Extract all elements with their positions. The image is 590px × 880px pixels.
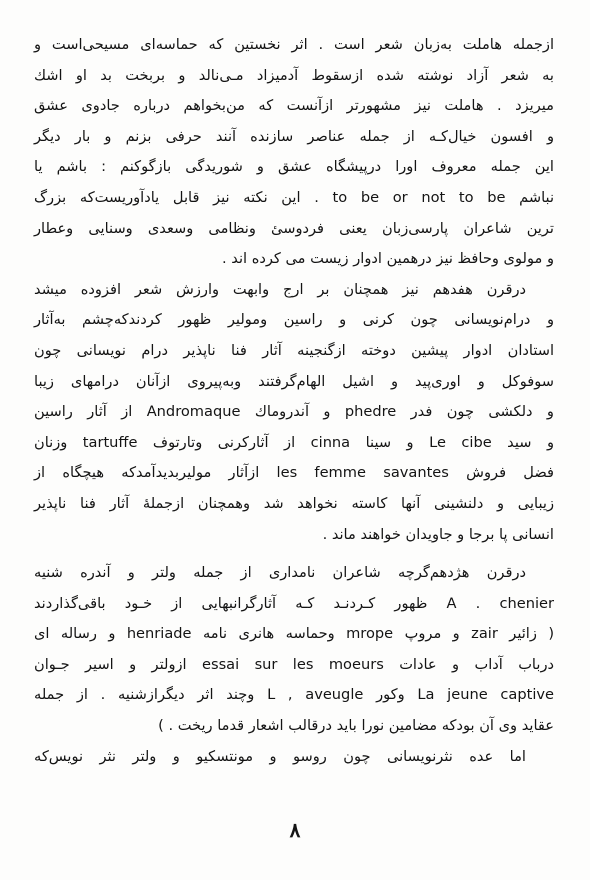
text-line: سوفوکل و اوری‌پید و اشیل الهام‌گرفتند وبه‌پیروی ازآنان درامهای زیبا: [34, 372, 554, 390]
text-line: و مولوی وحافظ نیز درهمین ادوار زیست می کرده اند .: [222, 250, 554, 268]
page-number: ۸: [289, 818, 301, 842]
text-line: و افسون خیال‌کـه از جمله عناصر سازنده آنند حرفی بزنم و بار دیگر: [34, 127, 554, 145]
text-line: درباب آداب و عادات essai sur les moeurs ازولتر و اسیر جـوان: [34, 655, 554, 673]
text-line: استادان ادوار پیشین دوخته ازگنجینه آثار فنا ناپذیر درام نویسانی چون: [34, 341, 554, 359]
text-line: نباشم to be or not to be . این نکته نیز قابل یادآوریست‌که بزرگ: [34, 188, 555, 206]
text-line: و دلکشی چون فدر phedre و آندروماك Andromaque از آثار راسین: [34, 403, 554, 421]
text-line: میریزد . هاملت نیز مشهورتر ازآنست که من‌بخواهم درباره جادوی عشق: [34, 97, 554, 115]
text-line: به شعر آزاد نوشته شده ازسقوط آدمیزاد مـی‌نالد و بربخت بد او اشك: [34, 66, 554, 84]
text-line: و درام‌نویسانی چون کرنی و راسین ومولیر ظهور کردندکه‌چشم به‌آثار: [34, 311, 554, 329]
paragraph-start-line: اما عده نثرنویسانی چون روسو و مونتسکیو و ولتر نثر نویس‌که: [34, 747, 526, 765]
text-line: عقاید وی آن بودکه مضامین نورا باید درقالب اشعار قدما ریخت . ): [158, 717, 554, 735]
text-line: این جمله معروف اورا درپیشگاه عشق و شوریدگی بازگوکنم : باشم یا: [34, 158, 554, 176]
text-line: و سید Le cibe و سینا cinna از آثارکرنی وتارتوف tartuffe وزنان: [34, 433, 554, 451]
text-line: ازجمله هاملت به‌زبان شعر است . اثر نخستین که حماسه‌ای مسیحی‌است و: [34, 36, 554, 53]
paragraph-start-line: درقرن هفدهم نیز همچنان بر ارج وابهت وارزش شعر افزوده میشد: [34, 280, 526, 298]
text-line: انسانی پا برجا و جاویدان خواهند ماند .: [322, 525, 554, 543]
text-line: فضل فروش les femme savantes ازآثار مولیربدیدآمدکه هیچگاه از: [34, 464, 554, 482]
text-line: ترین شاعران پارسی‌زبان یعنی فردوسیٔ ونظامی وسعدی وسنایی وعطار: [34, 219, 554, 237]
text-line: زیبایی و دلنشینی آنها کاسته نخواهد شد وهمچنان ازجملهٔ آثار فنا ناپذیر: [34, 494, 554, 512]
body-text: [34, 30, 554, 772]
text-line: A . chenier ظهور کـردنـد کـه آثارگرانبهایی از خـود باقی‌گذاردند: [34, 594, 555, 612]
paragraph-start-line: درقرن هژدهم‌گرچه شاعران نامداری از جمله ولتر و آندره شنیه: [34, 564, 526, 582]
text-line: La jeune captive وکور L , aveugle وچند اثر دیگرازشنیه . از جمله: [34, 686, 555, 704]
text-line: ( زائیر zair و مروپ mrope وحماسه هانری نامه henriade و رساله ای: [34, 625, 555, 643]
